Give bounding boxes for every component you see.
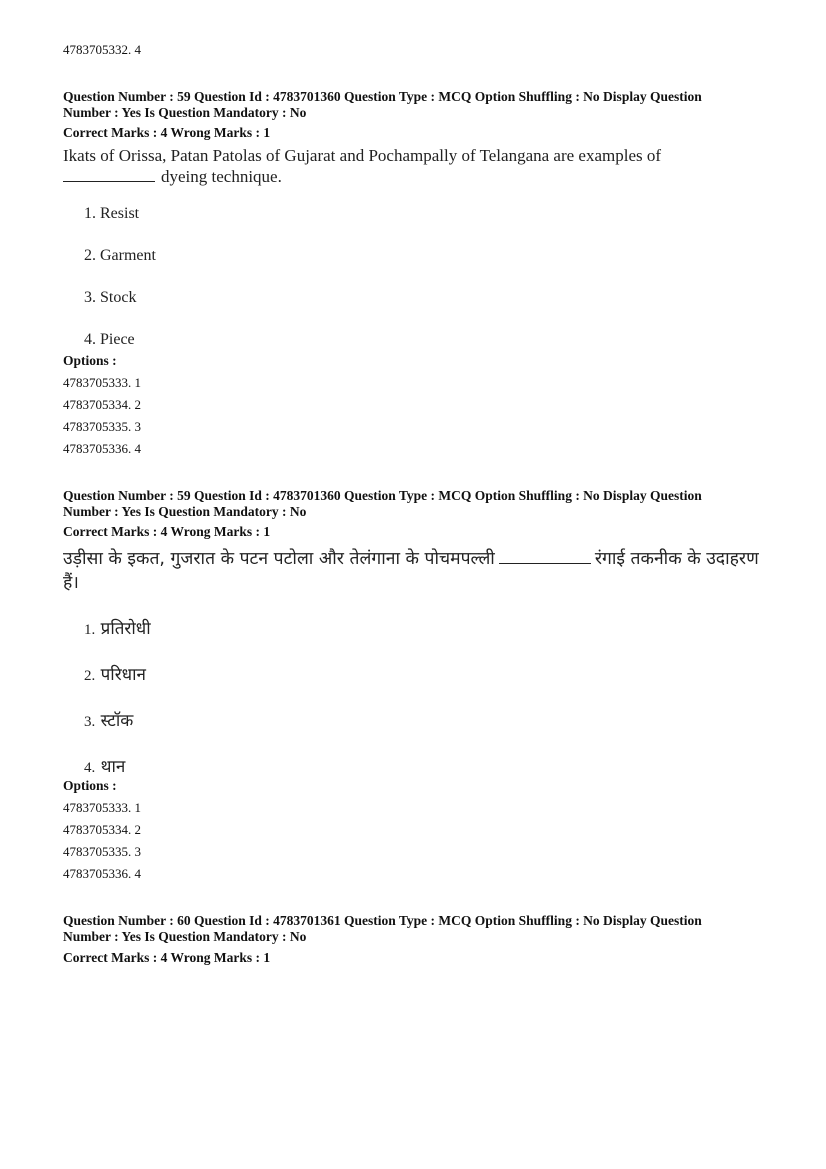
option-item [84,331,135,349]
option-number: 1. [84,205,96,222]
question-header-line-2: Number : Yes Is Question Mandatory : No [63,929,307,944]
option-item [84,289,136,307]
option-item [84,205,139,223]
option-text: Stock [100,289,137,306]
option-id: 4783705335. 3 [63,844,141,859]
option-text: Resist [100,205,140,222]
option-number: 1. [84,622,96,638]
option-id: 4783705335. 3 [63,419,141,434]
option-id: 4783705333. 1 [63,375,141,390]
option-text: परिधान [100,665,146,685]
options-label: Options : [63,778,117,793]
option-id: 4783705334. 2 [63,822,141,837]
option-item [84,616,151,639]
option-text: प्रतिरोधी [100,619,151,639]
option-number: 4. [84,331,96,348]
question-header [63,488,783,520]
option-item [84,708,133,731]
question-header-line-1: Question Number : 59 Question Id : 4783701360 Question Type : MCQ Option Shuffling : No Display Question [63,89,702,104]
prev-option-id: 4783705332. 4 [63,42,141,57]
option-text: Piece [100,331,135,348]
fill-blank [63,169,155,182]
question-marks: Correct Marks : 4 Wrong Marks : 1 [63,950,271,965]
question-marks: Correct Marks : 4 Wrong Marks : 1 [63,125,271,140]
option-text: स्टॉक [100,711,134,731]
option-item [84,247,156,265]
option-id: 4783705336. 4 [63,441,141,456]
option-id: 4783705333. 1 [63,800,141,815]
question-header [63,913,783,945]
question-header [63,89,783,121]
option-item [84,662,146,685]
fill-blank [499,549,591,564]
question-text-part-1: उड़ीसा के इकत, गुजरात के पटन पटोला और तेलंगाना के पोचमपल्ली [63,549,495,569]
question-text-part-1: Ikats of Orissa, Patan Patolas of Gujarat and Pochampally of Telangana are examples of [63,146,662,165]
question-text [63,547,768,595]
option-id: 4783705336. 4 [63,866,141,881]
question-header-line-2: Number : Yes Is Question Mandatory : No [63,105,307,120]
option-number: 2. [84,247,96,264]
option-number: 3. [84,714,96,730]
option-text: Garment [100,247,156,264]
option-text: थान [100,757,126,777]
question-header-line-2: Number : Yes Is Question Mandatory : No [63,504,307,519]
question-text-part-2: रंगाई तकनीक के उदाहरण हैं। [63,549,759,593]
question-marks: Correct Marks : 4 Wrong Marks : 1 [63,524,271,539]
option-number: 3. [84,289,96,306]
options-label: Options : [63,353,117,368]
option-item [84,754,125,777]
question-text [63,145,763,187]
question-header-line-1: Question Number : 60 Question Id : 4783701361 Question Type : MCQ Option Shuffling : No Display Question [63,913,702,928]
option-number: 4. [84,760,96,776]
option-id: 4783705334. 2 [63,397,141,412]
question-header-line-1: Question Number : 59 Question Id : 4783701360 Question Type : MCQ Option Shuffling : No Display Question [63,488,702,503]
question-text-part-2: dyeing technique. [161,167,282,186]
option-number: 2. [84,668,96,684]
